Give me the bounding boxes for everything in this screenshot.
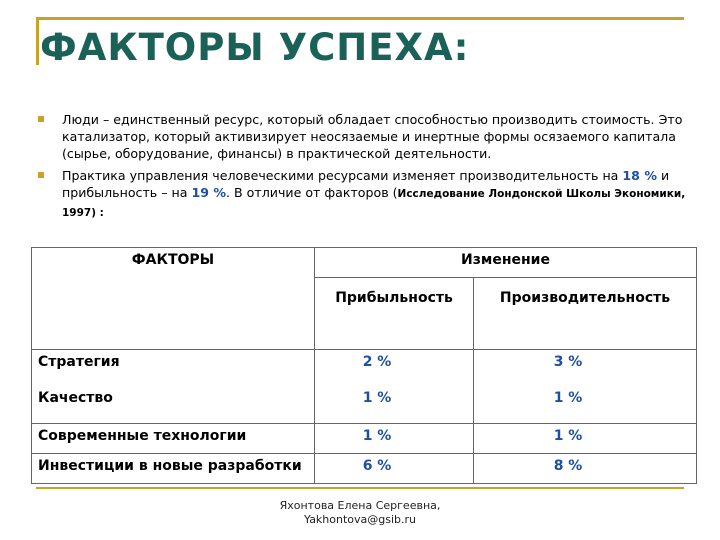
bullet-text-part: . В отличие от факторов ( bbox=[226, 185, 398, 200]
top-accent-rule bbox=[36, 17, 684, 20]
table-row bbox=[32, 453, 697, 483]
factor-name-strategy: Стратегия bbox=[38, 354, 120, 371]
factor-name-technologies: Современные технологии bbox=[32, 423, 315, 453]
footer-email: Yakhontova@gsib.ru bbox=[303, 513, 417, 526]
bottom-accent-rule bbox=[36, 487, 684, 489]
source-citation: Исследование Лондонской Школы Экономики, 1997) : bbox=[62, 188, 686, 219]
bullet-text-people: Люди – единственный ресурс, который обладает способностью производить стоимость. Это катализатор, который активизирует неосязаемые и инертные формы осязаемого капитала (сырье, оборудование, финансы) в практической деятельности. bbox=[62, 112, 683, 161]
productivity-strategy: 3 % bbox=[553, 354, 583, 371]
header-productivity: Производительность bbox=[474, 278, 697, 350]
header-factors: ФАКТОРЫ bbox=[32, 248, 315, 350]
profit-strategy: 2 % bbox=[362, 354, 392, 371]
bullet-item-hr-practice bbox=[38, 167, 698, 222]
header-change: Изменение bbox=[315, 248, 697, 278]
bullet-text-part: Практика управления человеческими ресурсами изменяет производительность на bbox=[62, 168, 623, 183]
bullet-square-icon bbox=[38, 172, 44, 178]
profit-investments: 6 % bbox=[315, 453, 474, 483]
factor-names-cell bbox=[32, 350, 315, 424]
footer-author: Яхонтова Елена Сергеевна, bbox=[279, 499, 441, 512]
bullet-text-part: и прибыльность – на bbox=[62, 168, 670, 200]
productivity-investments: 8 % bbox=[474, 453, 697, 483]
factor-name-investments: Инвестиции в новые разработки bbox=[32, 453, 315, 483]
productivity-quality: 1 % bbox=[553, 390, 583, 407]
profit-values-cell bbox=[315, 350, 474, 424]
table-row bbox=[32, 350, 697, 424]
productivity-values-cell bbox=[474, 350, 697, 424]
profit-quality: 1 % bbox=[362, 390, 392, 407]
profitability-percent: 19 % bbox=[191, 185, 227, 200]
footer bbox=[0, 499, 720, 527]
bullet-item-people bbox=[38, 111, 698, 162]
productivity-technologies: 1 % bbox=[474, 423, 697, 453]
header-profitability: Прибыльность bbox=[315, 278, 474, 350]
left-accent-rule bbox=[36, 17, 39, 65]
profit-technologies: 1 % bbox=[315, 423, 474, 453]
bullet-square-icon bbox=[38, 116, 44, 122]
page-title: ФАКТОРЫ УСПЕХА: bbox=[40, 26, 470, 69]
bullet-list bbox=[38, 111, 698, 222]
productivity-percent: 18 % bbox=[622, 168, 657, 183]
factors-table bbox=[31, 247, 697, 484]
factor-name-quality: Качество bbox=[38, 390, 113, 407]
table-row bbox=[32, 423, 697, 453]
table-header-row bbox=[32, 248, 697, 278]
